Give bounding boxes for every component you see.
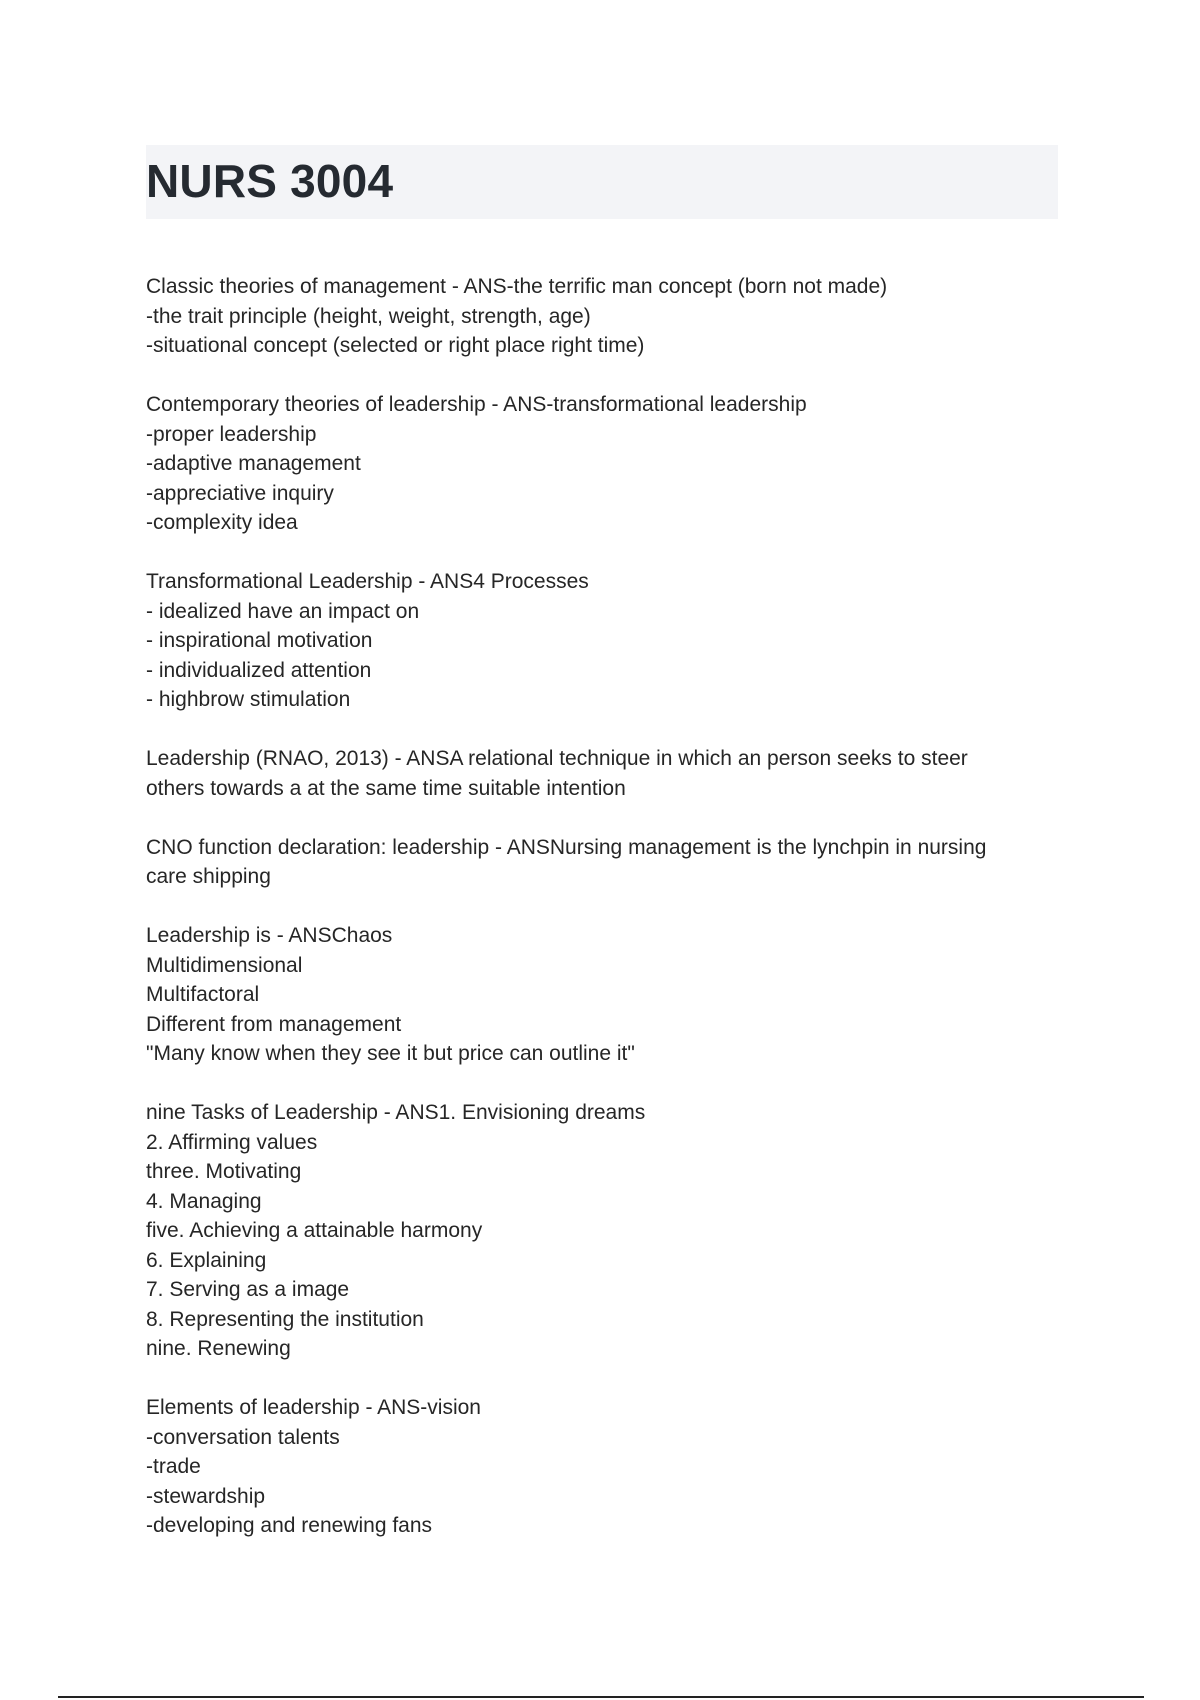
- answer-line: -developing and renewing fans: [146, 1514, 433, 1537]
- question-line: Classic theories of management - ANS-the terrific man concept (born not made): [146, 275, 888, 298]
- answer-line: care shipping: [146, 865, 271, 888]
- answer-line: - idealized have an impact on: [146, 599, 420, 623]
- answer-line: "Many know when they see it but price can outline it": [146, 1042, 635, 1065]
- answer-line: Multifactoral: [146, 983, 260, 1006]
- answer-line: -the trait principle (height, weight, strength, age): [146, 304, 591, 328]
- answer-line: nine. Renewing: [146, 1337, 291, 1360]
- document-content: [146, 272, 1051, 1570]
- page-bottom-rule: [58, 1696, 1144, 1698]
- qa-section-classic-theories: [146, 272, 1051, 361]
- qa-section-leadership-is: [146, 921, 1051, 1069]
- qa-section-elements-of-leadership: [146, 1393, 1051, 1541]
- answer-line: 7. Serving as a image: [146, 1278, 350, 1301]
- page-title: NURS 3004: [146, 155, 394, 207]
- answer-line: 2. Affirming values: [146, 1130, 318, 1154]
- question-line: Elements of leadership - ANS-vision: [146, 1396, 481, 1419]
- question-line: Contemporary theories of leadership - ANS-transformational leadership: [146, 393, 807, 416]
- answer-line: -proper leadership: [146, 422, 317, 446]
- answer-line: 6. Explaining: [146, 1248, 267, 1272]
- answer-line: - individualized attention: [146, 658, 372, 682]
- answer-line: -situational concept (selected or right place right time): [146, 334, 645, 357]
- answer-line: others towards a at the same time suitable intention: [146, 776, 626, 800]
- answer-line: -stewardship: [146, 1484, 266, 1508]
- answer-line: -adaptive management: [146, 452, 361, 475]
- question-line: nine Tasks of Leadership - ANS1. Envisioning dreams: [146, 1101, 646, 1124]
- answer-line: - inspirational motivation: [146, 629, 373, 652]
- question-line: Leadership (RNAO, 2013) - ANSA relational technique in which an person seeks to steer: [146, 747, 968, 770]
- qa-section-cno-declaration: [146, 833, 1051, 892]
- qa-section-transformational-leadership: [146, 567, 1051, 715]
- question-line: Leadership is - ANSChaos: [146, 924, 393, 947]
- answer-line: 4. Managing: [146, 1189, 262, 1213]
- qa-section-rnao-leadership: [146, 744, 1051, 803]
- question-line: CNO function declaration: leadership - ANSNursing management is the lynchpin in nursing: [146, 835, 987, 859]
- answer-line: five. Achieving a attainable harmony: [146, 1219, 483, 1242]
- answer-line: Multidimensional: [146, 953, 303, 977]
- answer-line: -trade: [146, 1455, 201, 1478]
- answer-line: -appreciative inquiry: [146, 481, 334, 505]
- qa-section-contemporary-theories: [146, 390, 1051, 538]
- answer-line: 8. Representing the institution: [146, 1307, 424, 1331]
- answer-line: -conversation talents: [146, 1425, 340, 1449]
- qa-section-tasks-of-leadership: [146, 1098, 1051, 1364]
- answer-line: -complexity idea: [146, 511, 298, 534]
- answer-line: Different from management: [146, 1012, 402, 1036]
- answer-line: - highbrow stimulation: [146, 688, 351, 711]
- title-band: [146, 145, 1058, 219]
- question-line: Transformational Leadership - ANS4 Processes: [146, 570, 589, 593]
- answer-line: three. Motivating: [146, 1160, 302, 1183]
